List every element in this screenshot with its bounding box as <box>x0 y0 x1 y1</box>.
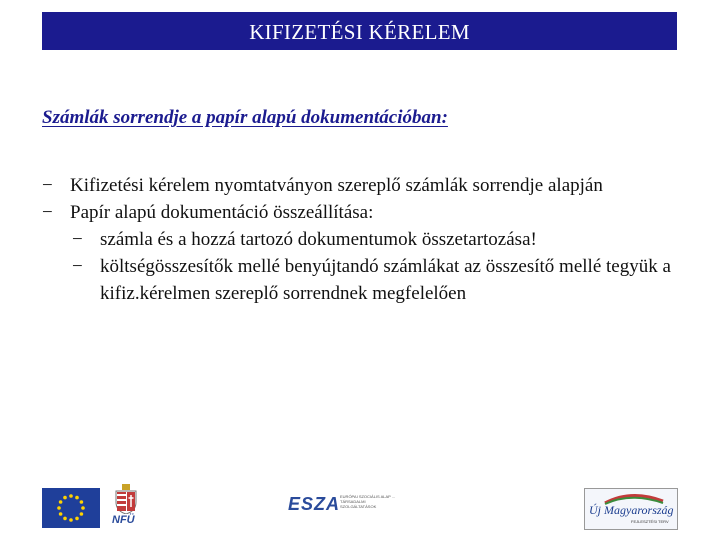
bullet-item <box>42 199 692 226</box>
sub-bullet-item <box>42 226 692 253</box>
slide-subtitle: Számlák sorrendje a papír alapú dokumentációban: <box>42 107 448 128</box>
esza-tagline: EURÓPAI SZOCIÁLIS ALAP ... TÁRSADALMI SZOLGÁLTATÁSOK <box>340 494 396 509</box>
bullet-list <box>42 172 692 307</box>
esza-logo-text: ESZA <box>288 494 341 514</box>
bullet-text: Kifizetési kérelem nyomtatványon szereplő számlák sorrendje alapján <box>70 175 603 196</box>
uj-magyarorszag-logo <box>584 488 678 530</box>
bullet-item <box>42 172 692 199</box>
nfu-logo-text: NFÜ <box>112 514 135 526</box>
bullet-marker: − <box>42 202 53 223</box>
eu-flag-icon <box>42 488 100 528</box>
sub-bullet-item <box>42 253 692 307</box>
bullet-marker: − <box>42 175 53 196</box>
bullet-marker: − <box>72 229 83 250</box>
bullet-text: Papír alapú dokumentáció összeállítása: <box>70 202 374 223</box>
sub-bullet-text: költségösszesítők mellé benyújtandó számlákat az összesítő mellé tegyük a kifiz.kérelmen szereplő sorrendnek megfelelően <box>100 256 671 304</box>
bullet-marker: − <box>72 256 83 277</box>
um-logo-text: Új Magyarország <box>589 503 674 517</box>
footer-logos <box>0 480 720 530</box>
sub-bullet-text: számla és a hozzá tartozó dokumentumok összetartozása! <box>100 229 537 250</box>
um-tagline: FEJLESZTÉSI TERV <box>631 519 669 524</box>
coat-of-arms-icon <box>112 484 140 514</box>
slide-title: KIFIZETÉSI KÉRELEM <box>42 12 677 50</box>
